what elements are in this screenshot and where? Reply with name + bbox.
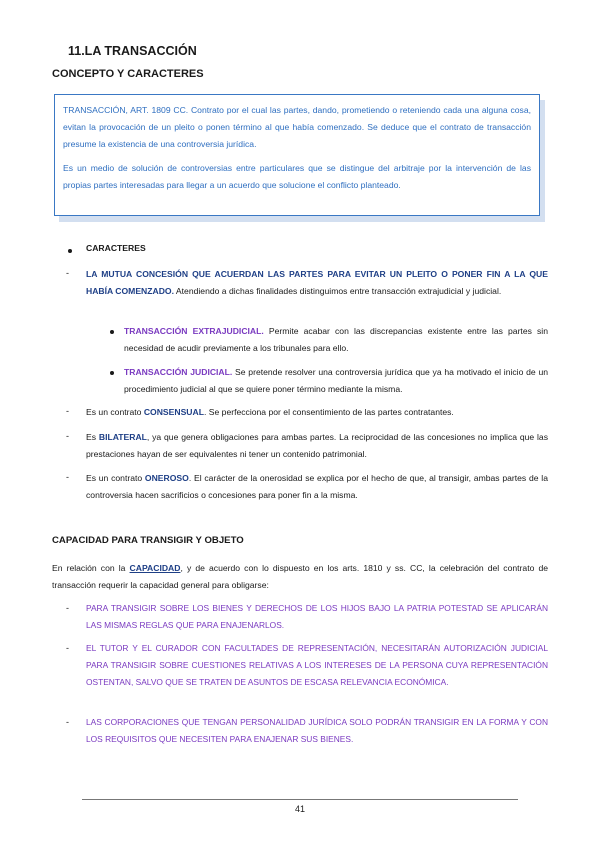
sub-list-item xyxy=(124,323,548,357)
definition-box xyxy=(54,94,540,216)
list-dash: - xyxy=(66,406,69,416)
term-highlight: CONSENSUAL xyxy=(143,407,204,417)
list-dash: - xyxy=(66,643,69,653)
list-dash: - xyxy=(66,431,69,441)
bullet-dot xyxy=(110,371,114,375)
term-highlight: TRANSACCIÓN EXTRAJUDICIAL. xyxy=(124,326,264,336)
definition-paragraph: Es un medio de solución de controversias entre particulares que se distingue del arbitraje por la intervención de las propias partes interesadas para llegar a un acuerdo que solucione el conflicto planteado. xyxy=(63,163,531,190)
item-text: Es un contrato xyxy=(86,473,145,483)
item-text: Permite acabar con las discrepancias existente entre las partes sin necesidad de acudir previamente a los tribunales para ello. xyxy=(124,326,548,353)
term-highlight: LA MUTUA CONCESIÓN QUE ACUERDAN LAS PARTES PARA EVITAR UN PLEITO O PONER FIN A LA QUE HABÍA COMENZADO. xyxy=(86,269,548,296)
item-text: Es xyxy=(86,432,99,442)
list-item xyxy=(86,429,548,463)
item-text: Se pretende resolver una controversia jurídica que ya ha motivado el inicio de un procedimiento judicial al que se quiere poner término mediante la misma. xyxy=(124,367,548,394)
list-item xyxy=(86,470,548,504)
item-text: Atendiendo a dichas finalidades distinguimos entre transacción extrajudicial y judicial. xyxy=(174,286,502,296)
item-text: , y de acuerdo con lo dispuesto en los arts. 1810 y ss. CC, la celebración del contrato de transacción requerir la capacidad general para obligarse: xyxy=(52,563,549,590)
capacidad-item: EL TUTOR Y EL CURADOR CON FACULTADES DE REPRESENTACIÓN, NECESITARÁN AUTORIZACIÓN JUDICIAL PARA TRANSIGIR SOBRE CUESTIONES RELATIVAS A LOS INTERESES DE LA PERSONA CUYA REPRESENTACIÓN OSTENTAN, SALVO QUE SE TRATEN DE ASUNTOS DE ESCASA RELEVANCIA ECONÓMICA. xyxy=(86,643,548,687)
subsection-title: CONCEPTO Y CARACTERES xyxy=(52,68,204,80)
capacidad-item: LAS CORPORACIONES QUE TENGAN PERSONALIDAD JURÍDICA SOLO PODRÁN TRANSIGIR EN LA FORMA Y CON LOS REQUISITOS QUE NECESITEN PARA ENAJENAR SUS BIENES. xyxy=(86,717,548,744)
section-title: 11.LA TRANSACCIÓN xyxy=(68,44,197,58)
term-highlight: BILATERAL xyxy=(98,432,147,442)
list-item xyxy=(86,266,548,300)
capacidad-title: CAPACIDAD PARA TRANSIGIR Y OBJETO xyxy=(52,535,244,546)
item-text: . El carácter de la onerosidad se explica por el hecho de que, al transigir, ambas partes de la controversia hacen sacrificios o concesiones para poner fin a la misma. xyxy=(86,473,548,500)
list-dash: - xyxy=(66,268,69,278)
list-dash: - xyxy=(66,717,69,727)
bullet-dot xyxy=(68,249,72,253)
definition-paragraph: TRANSACCIÓN, ART. 1809 CC. Contrato por el cual las partes, dando, prometiendo o reteniendo cada una alguna cosa, evitan la provocación de un pleito o ponen término al que había comenzado. Se deduce que el contrato de transacción presume la existencia de una controversia jurídica. xyxy=(63,105,531,149)
page-number: 41 xyxy=(294,804,305,814)
list-dash: - xyxy=(66,472,69,482)
item-text: , ya que genera obligaciones para ambas partes. La reciprocidad de las concesiones no implica que las prestaciones hayan de ser equivalentes ni tener un contenido patrimonial. xyxy=(86,432,548,459)
term-highlight: ONEROSO xyxy=(144,473,189,483)
list-dash: - xyxy=(66,603,69,613)
capacidad-item: PARA TRANSIGIR SOBRE LOS BIENES Y DERECHOS DE LOS HIJOS BAJO LA PATRIA POTESTAD SE APLICARÁN LAS MISMAS REGLAS QUE PARA ENAJENARLOS. xyxy=(86,603,548,630)
capacidad-intro xyxy=(52,560,548,594)
list-item xyxy=(86,404,548,421)
bullet-dot xyxy=(110,330,114,334)
item-text: Es un contrato xyxy=(86,407,144,417)
item-text: En relación con la xyxy=(52,563,130,573)
item-text: . Se perfecciona por el consentimiento de las partes contratantes. xyxy=(203,407,454,417)
footer-rule xyxy=(82,799,518,800)
term-highlight: TRANSACCIÓN JUDICIAL. xyxy=(124,367,233,377)
term-highlight: CAPACIDAD xyxy=(129,563,181,573)
sub-list-item xyxy=(124,364,548,398)
caracteres-label: CARACTERES xyxy=(86,243,146,253)
